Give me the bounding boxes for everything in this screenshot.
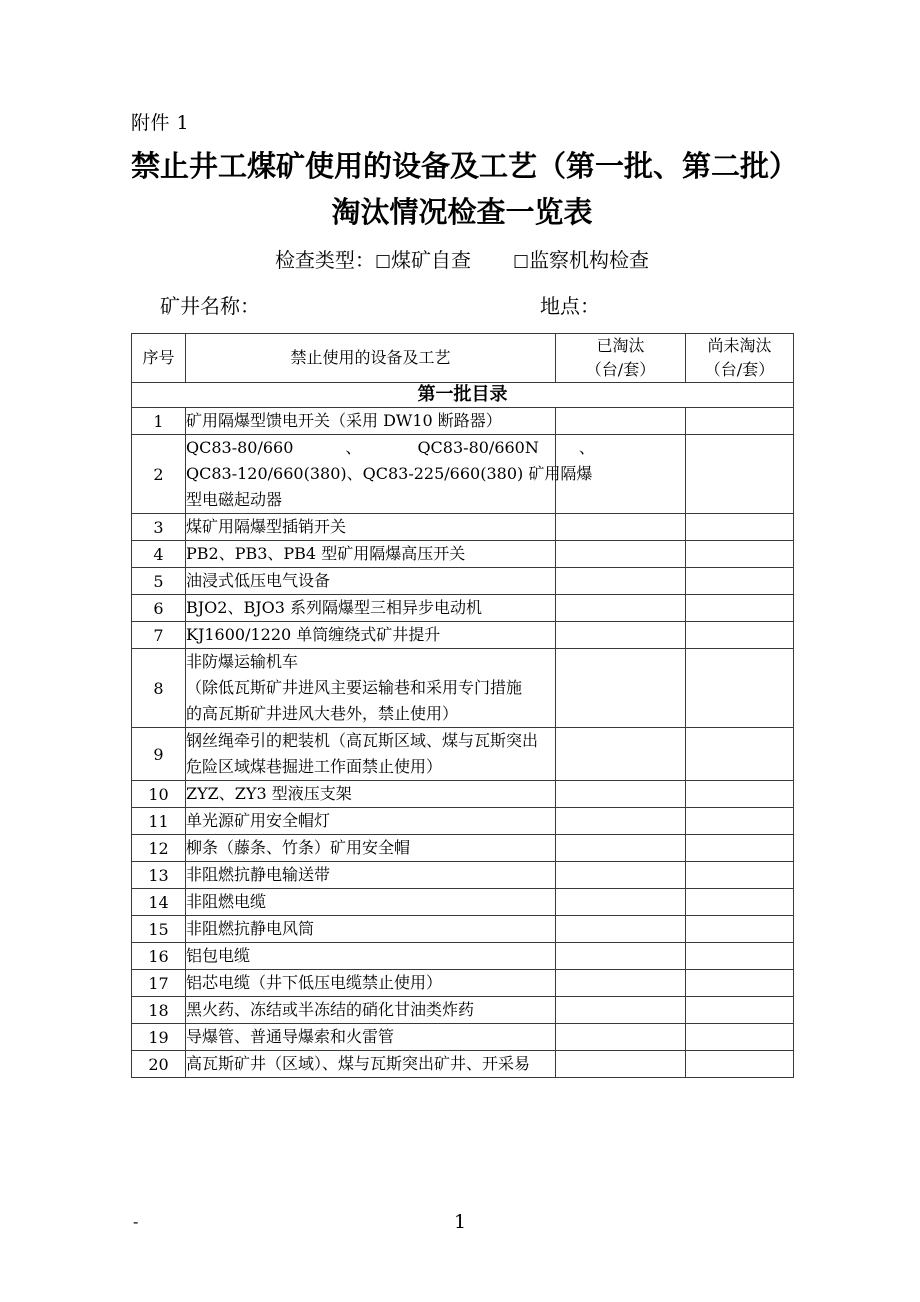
- row-description-line: 柳条（藤条、竹条）矿用安全帽: [186, 838, 411, 857]
- row-eliminated-count[interactable]: [556, 943, 686, 970]
- row-eliminated-count[interactable]: [556, 970, 686, 997]
- row-description: [186, 541, 556, 568]
- row-number: 9: [132, 728, 186, 781]
- location-label: 地点：: [540, 294, 600, 318]
- row-remaining-count[interactable]: [686, 889, 794, 916]
- row-eliminated-count[interactable]: [556, 514, 686, 541]
- table-row: [132, 435, 794, 514]
- table-row: [132, 649, 794, 728]
- row-description-line: 导爆管、普通导爆索和火雷管: [186, 1027, 395, 1046]
- table-header-row: [132, 334, 794, 383]
- checkbox-agency-inspection[interactable]: □: [513, 251, 530, 271]
- row-eliminated-count[interactable]: [556, 835, 686, 862]
- column-header-eliminated: [556, 334, 686, 383]
- row-remaining-count[interactable]: [686, 943, 794, 970]
- row-description: [186, 943, 556, 970]
- row-eliminated-count[interactable]: [556, 916, 686, 943]
- checkbox-self-inspection[interactable]: □: [374, 251, 391, 271]
- row-description: [186, 649, 556, 728]
- row-description: [186, 1024, 556, 1051]
- row-eliminated-count[interactable]: [556, 808, 686, 835]
- row-remaining-count[interactable]: [686, 1051, 794, 1078]
- row-description: [186, 568, 556, 595]
- option-self-inspection-label: 煤矿自查: [391, 248, 471, 272]
- option-agency-inspection-label: 监察机构检查: [529, 248, 650, 272]
- row-remaining-count[interactable]: [686, 997, 794, 1024]
- column-header-eliminated-line-2: （台/套）: [585, 360, 656, 379]
- row-description: [186, 862, 556, 889]
- row-description-line: QC83-80/660 、 QC83-80/660N 、: [186, 438, 595, 457]
- table-row: [132, 408, 794, 435]
- row-description-line: KJ1600/1220 单筒缠绕式矿井提升: [186, 625, 441, 644]
- row-description: [186, 808, 556, 835]
- row-description: [186, 916, 556, 943]
- row-remaining-count[interactable]: [686, 514, 794, 541]
- equipment-table: [131, 333, 794, 1078]
- row-description-line: 铝包电缆: [186, 946, 251, 965]
- table-row: [132, 916, 794, 943]
- table-row: [132, 835, 794, 862]
- row-remaining-count[interactable]: [686, 808, 794, 835]
- row-number: 6: [132, 595, 186, 622]
- column-header-no: 序号: [132, 334, 186, 383]
- row-remaining-count[interactable]: [686, 595, 794, 622]
- row-remaining-count[interactable]: [686, 728, 794, 781]
- row-description: [186, 970, 556, 997]
- row-description-line: 的高瓦斯矿井进风大巷外，禁止使用）: [186, 704, 459, 723]
- page-title-line-2: 淘汰情况检查一览表: [331, 195, 593, 229]
- row-eliminated-count[interactable]: [556, 568, 686, 595]
- row-description-line: QC83-120/660(380)、QC83-225/660(380) 矿用隔爆: [186, 464, 593, 483]
- table-row: [132, 568, 794, 595]
- footer-dash: -: [133, 1212, 139, 1231]
- table-row: [132, 889, 794, 916]
- row-number: 1: [132, 408, 186, 435]
- row-remaining-count[interactable]: [686, 649, 794, 728]
- row-remaining-count[interactable]: [686, 835, 794, 862]
- row-remaining-count[interactable]: [686, 622, 794, 649]
- attachment-label: 附件 1: [131, 112, 190, 134]
- table-row: [132, 970, 794, 997]
- row-description: [186, 408, 556, 435]
- table-row: [132, 781, 794, 808]
- model-code-1: QC83-80/660: [186, 438, 294, 457]
- row-description-line: 非阻燃电缆: [186, 892, 267, 911]
- row-remaining-count[interactable]: [686, 435, 794, 514]
- row-description: [186, 595, 556, 622]
- row-eliminated-count[interactable]: [556, 595, 686, 622]
- row-description-line: 煤矿用隔爆型插销开关: [186, 517, 347, 536]
- row-number: 19: [132, 1024, 186, 1051]
- row-number: 16: [132, 943, 186, 970]
- row-description: [186, 435, 595, 514]
- row-eliminated-count[interactable]: [556, 408, 686, 435]
- row-number: 15: [132, 916, 186, 943]
- table-row: [132, 1051, 794, 1078]
- table-row: [132, 1024, 794, 1051]
- table-row: [132, 541, 794, 568]
- row-eliminated-count[interactable]: [556, 728, 686, 781]
- row-eliminated-count[interactable]: [556, 541, 686, 568]
- row-description-line: 铝芯电缆（井下低压电缆禁止使用）: [186, 973, 443, 992]
- footer-page-number: 1: [453, 1211, 467, 1233]
- mine-name-label: 矿井名称：: [160, 294, 260, 318]
- row-number: 12: [132, 835, 186, 862]
- table-row: [132, 808, 794, 835]
- row-description-line: 危险区域煤巷掘进工作面禁止使用）: [186, 757, 443, 776]
- row-description-line: 非阻燃抗静电输送带: [186, 865, 331, 884]
- row-remaining-count[interactable]: [686, 1024, 794, 1051]
- table-row: [132, 997, 794, 1024]
- row-remaining-count[interactable]: [686, 781, 794, 808]
- section-title-row: [132, 383, 794, 408]
- row-description-line: 矿用隔爆型馈电开关（采用 DW10 断路器）: [186, 411, 502, 430]
- row-remaining-count[interactable]: [686, 970, 794, 997]
- row-number: 20: [132, 1051, 186, 1078]
- row-description: [186, 835, 556, 862]
- row-number: 4: [132, 541, 186, 568]
- row-number: 7: [132, 622, 186, 649]
- row-remaining-count[interactable]: [686, 862, 794, 889]
- row-description-line: 黑火药、冻结或半冻结的硝化甘油类炸药: [186, 1000, 475, 1019]
- row-remaining-count[interactable]: [686, 568, 794, 595]
- check-type-label: 检查类型：: [274, 248, 375, 272]
- row-number: 18: [132, 997, 186, 1024]
- row-number: 17: [132, 970, 186, 997]
- row-description: [186, 728, 556, 781]
- row-description: [186, 514, 556, 541]
- row-number: 3: [132, 514, 186, 541]
- row-description-line: 钢丝绳牵引的耙装机（高瓦斯区域、煤与瓦斯突出: [186, 731, 539, 750]
- table-row: [132, 862, 794, 889]
- row-eliminated-count[interactable]: [556, 1051, 686, 1078]
- row-description-line: （除低瓦斯矿井进风主要运输巷和采用专门措施: [186, 678, 523, 697]
- table-row: [132, 514, 794, 541]
- row-number: 11: [132, 808, 186, 835]
- row-description-line: 型电磁起动器: [186, 490, 283, 509]
- row-eliminated-count[interactable]: [556, 1024, 686, 1051]
- row-description-line: PB2、PB3、PB4 型矿用隔爆高压开关: [186, 544, 466, 563]
- row-number: 14: [132, 889, 186, 916]
- row-description-line: 高瓦斯矿井（区域）、煤与瓦斯突出矿井、开采易: [186, 1054, 531, 1073]
- column-header-description: 禁止使用的设备及工艺: [186, 334, 556, 383]
- row-description-line: 单光源矿用安全帽灯: [186, 811, 331, 830]
- row-description-line: BJO2、BJO3 系列隔爆型三相异步电动机: [186, 598, 483, 617]
- table-row: [132, 595, 794, 622]
- table-row: [132, 728, 794, 781]
- section-title: 第一批目录: [132, 383, 794, 408]
- row-remaining-count[interactable]: [686, 541, 794, 568]
- column-header-remaining-line-1: 尚未淘汰: [707, 336, 772, 355]
- row-eliminated-count[interactable]: [556, 781, 686, 808]
- row-description-line: 油浸式低压电气设备: [186, 571, 331, 590]
- row-number: 5: [132, 568, 186, 595]
- row-remaining-count[interactable]: [686, 408, 794, 435]
- page-title-line-1: 禁止井工煤矿使用的设备及工艺（第一批、第二批）: [131, 149, 799, 183]
- row-number: 2: [132, 435, 186, 514]
- row-description-line: ZYZ、ZY3 型液压支架: [186, 784, 352, 803]
- row-eliminated-count[interactable]: [556, 997, 686, 1024]
- column-header-remaining-line-2: （台/套）: [704, 360, 775, 379]
- table-row: [132, 622, 794, 649]
- row-remaining-count[interactable]: [686, 916, 794, 943]
- column-header-eliminated-line-1: 已淘汰: [596, 336, 645, 355]
- row-description-line: 非防爆运输机车: [186, 652, 299, 671]
- column-header-remaining: [686, 334, 794, 383]
- row-eliminated-count[interactable]: [556, 649, 686, 728]
- table-row: [132, 943, 794, 970]
- row-number: 8: [132, 649, 186, 728]
- row-description: [186, 1051, 556, 1078]
- row-number: 13: [132, 862, 186, 889]
- row-description: [186, 622, 556, 649]
- row-description-line: 非阻燃抗静电风筒: [186, 919, 315, 938]
- model-code-2: QC83-80/660N: [417, 438, 539, 457]
- row-eliminated-count[interactable]: [556, 622, 686, 649]
- row-number: 10: [132, 781, 186, 808]
- row-description: [186, 997, 556, 1024]
- page-footer: [0, 1210, 920, 1240]
- check-type-row: [131, 245, 793, 276]
- row-eliminated-count[interactable]: [556, 862, 686, 889]
- row-description: [186, 889, 556, 916]
- row-eliminated-count[interactable]: [556, 889, 686, 916]
- row-description: [186, 781, 556, 808]
